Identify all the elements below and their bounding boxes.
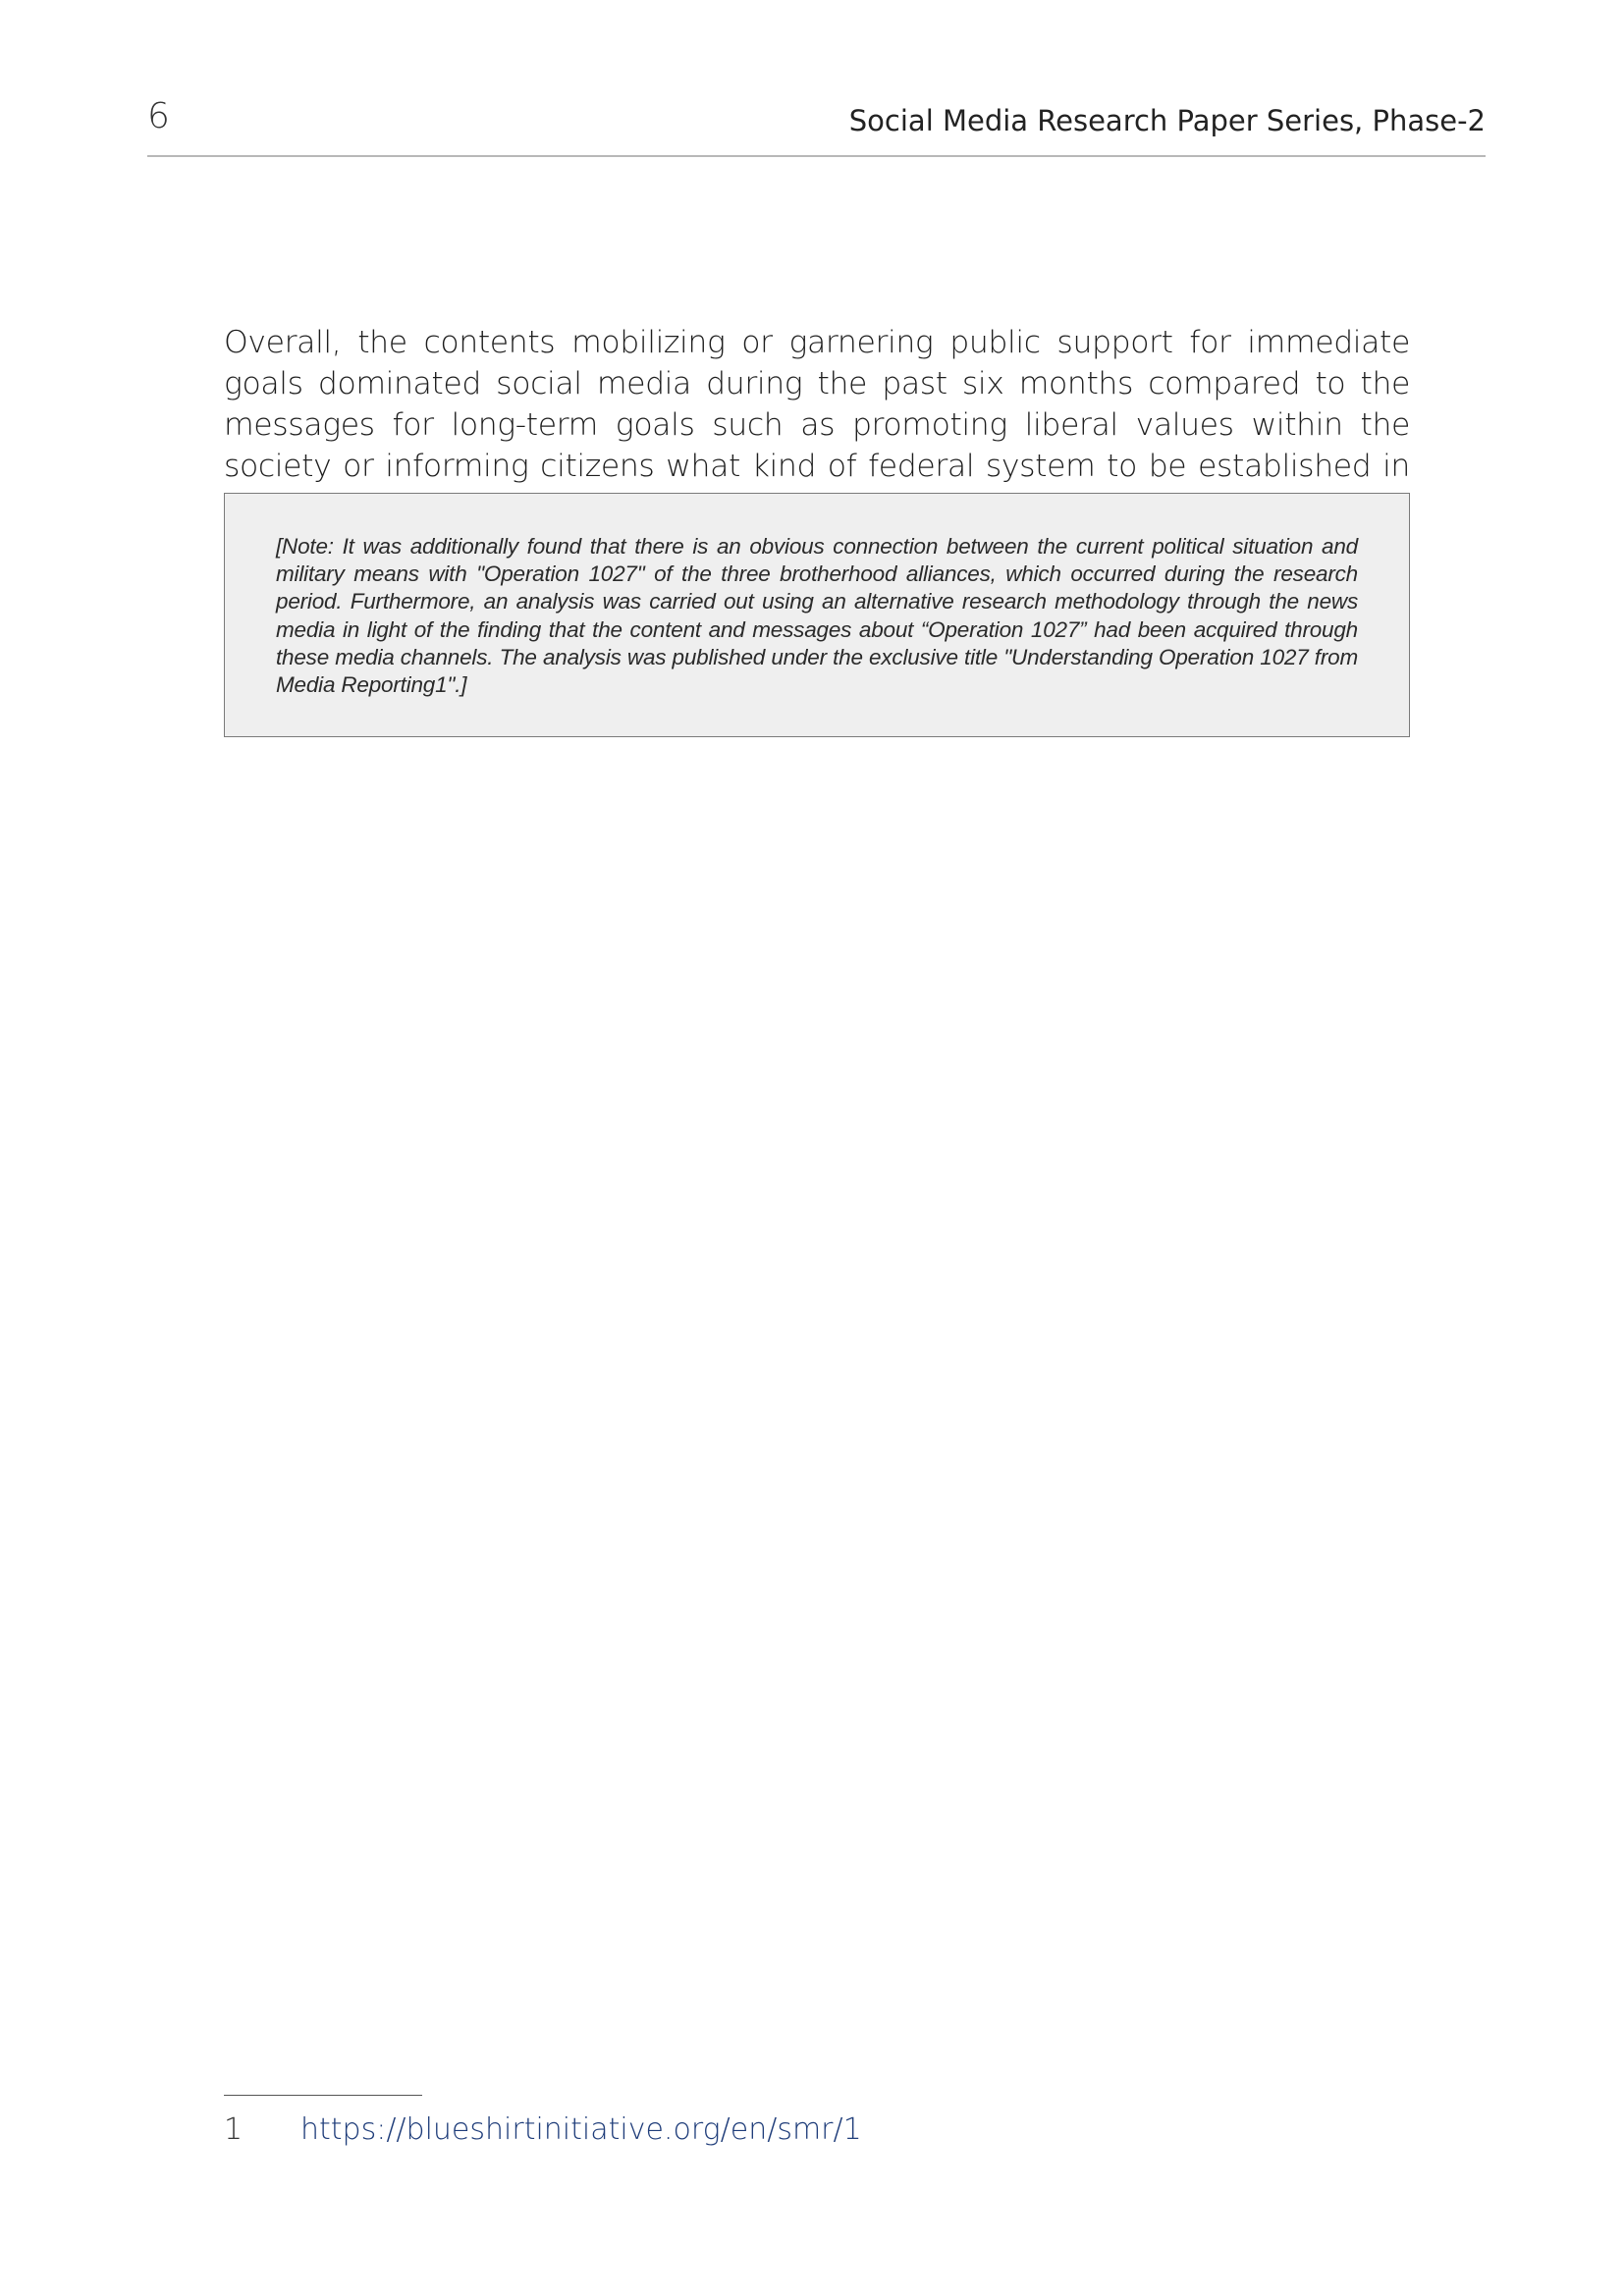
running-header-title: Social Media Research Paper Series, Phase-2 bbox=[848, 104, 1486, 137]
footnote-link[interactable]: https://blueshirtinitiative.org/en/smr/1 bbox=[300, 2112, 862, 2147]
note-box bbox=[224, 493, 1410, 737]
footnote-divider bbox=[224, 2095, 422, 2096]
page-number: 6 bbox=[147, 96, 170, 136]
footnote-number: 1 bbox=[224, 2112, 244, 2147]
note-text: [Note: It was additionally found that there is an obvious connection between the current political situation and military means with "Operation 1027" of the three brotherhood alliances, which occurred during the research period. Furthermore, an analysis was carried out using an alternative research methodology through the news media in light of the finding that the content and messages about “Operation 1027” had been acquired through these media channels. The analysis was published under the exclusive title "Understanding Operation 1027 from Media Reporting1".] bbox=[276, 534, 1358, 698]
header-divider bbox=[147, 155, 1486, 157]
body-paragraph: Overall, the contents mobilizing or garnering public support for immediate goals dominated social media during the past six months compared to the messages for long-term goals such as promoting liberal values within the society or informing citizens what kind of federal system to be established in bbox=[224, 324, 1410, 484]
